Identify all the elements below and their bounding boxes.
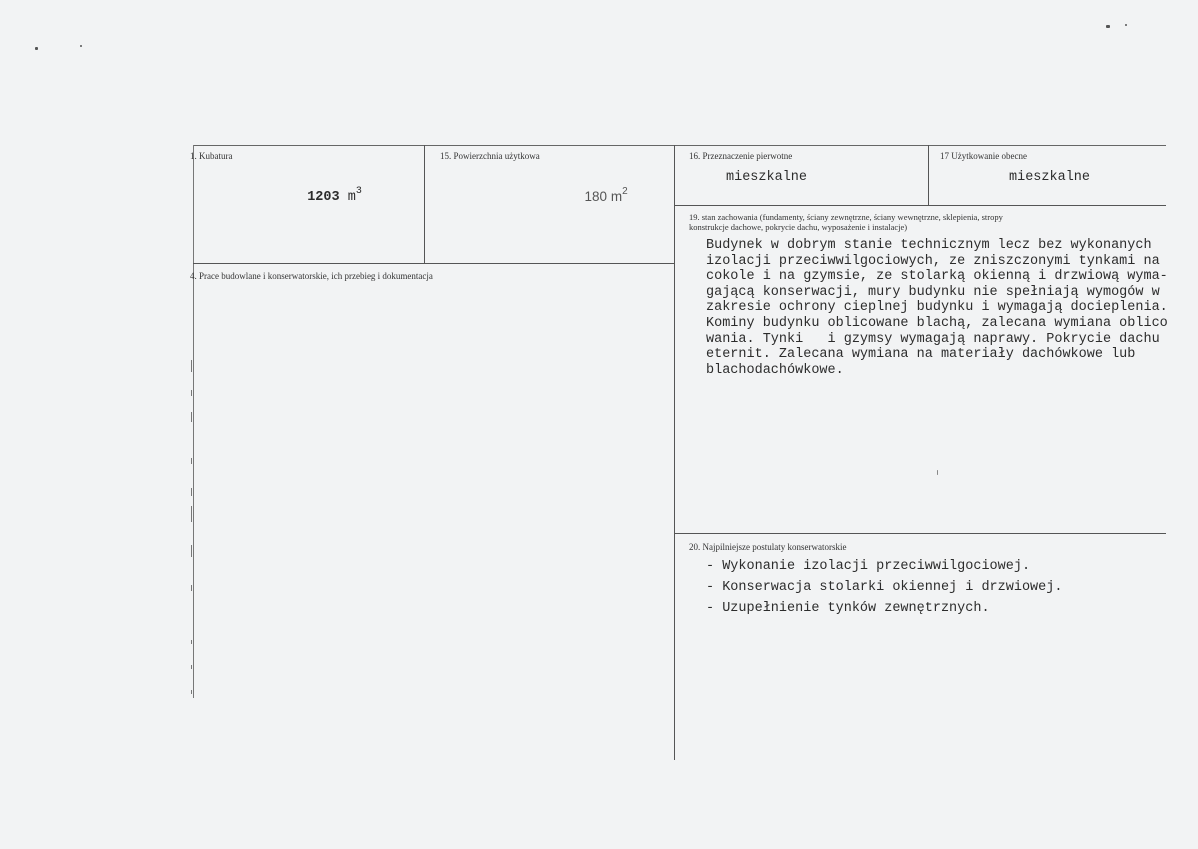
scan-speck [937, 470, 938, 475]
kubatura-unit: m [347, 189, 356, 205]
top-border [193, 145, 1166, 146]
kubatura-value [291, 168, 362, 205]
scan-speck [1106, 25, 1110, 28]
margin-mark [191, 585, 192, 591]
margin-mark [191, 390, 192, 396]
scan-speck [1125, 24, 1127, 26]
margin-mark [191, 458, 192, 464]
divider-kubatura-powierzchnia [424, 145, 425, 263]
list-item: - Konserwacja stolarki okiennej i drzwiowej. [706, 580, 1063, 595]
prace-label: 4. Prace budowlane i konserwatorskie, ich przebieg i dokumentacja [190, 271, 433, 281]
stan-line: zakresie ochrony cieplnej budynku i wymagają docieplenia. [706, 300, 1168, 316]
postulaty-label: 20. Najpilniejsze postulaty konserwatorskie [689, 542, 847, 552]
przeznaczenie-value: mieszkalne [726, 170, 808, 185]
stan-line: cokole i na gzymsie, ze stolarką okienną i drzwiową wyma- [706, 269, 1168, 285]
margin-mark [191, 412, 192, 422]
margin-mark [191, 640, 192, 644]
postulaty-list [706, 556, 1062, 619]
margin-mark [191, 545, 192, 557]
stan-label-line2: konstrukcje dachowe, pokrycie dachu, wyposażenie i instalacje) [689, 222, 908, 232]
stan-line: izolacji przeciwwilgociowych, ze zniszczonymi tynkami na [706, 253, 1160, 269]
left-border [193, 145, 194, 698]
stan-line: Budynek w dobrym stanie technicznym lecz bez wykonanych [706, 238, 1152, 253]
uzytkowanie-label: 17 Użytkowanie obecne [940, 151, 1027, 161]
powierzchnia-value [577, 168, 628, 204]
stan-line: gającą konserwacji, mury budynku nie spełniają wymogów w [706, 284, 1160, 300]
divider-row-right-top [674, 205, 1166, 206]
margin-mark [191, 506, 192, 522]
stan-line: wania. Tynki i gzymsy wymagają naprawy. Pokrycie dachu [706, 331, 1160, 347]
powierzchnia-unit: m [610, 188, 623, 204]
uzytkowanie-value: mieszkalne [1009, 170, 1091, 185]
kubatura-unit-exponent: 3 [355, 185, 362, 197]
list-item: - Uzupełnienie tynków zewnętrznych. [706, 601, 990, 616]
scan-speck [80, 45, 82, 47]
margin-mark [191, 360, 192, 372]
stan-line: blachodachówkowe. [706, 362, 844, 378]
powierzchnia-label: 15. Powierzchnia użytkowa [440, 151, 540, 161]
margin-mark [191, 488, 192, 496]
divider-przeznaczenie-uzytkowanie [928, 145, 929, 205]
margin-mark [191, 665, 192, 669]
scan-speck [35, 47, 38, 50]
przeznaczenie-label: 16. Przeznaczenie pierwotne [689, 151, 793, 161]
stan-line: Kominy budynku oblicowane blachą, zalecana wymiana oblico [706, 315, 1168, 331]
kubatura-number: 1203 [307, 189, 340, 205]
powierzchnia-number: 180 [584, 188, 608, 204]
center-divider [674, 145, 675, 760]
divider-row-right-bottom [674, 533, 1166, 534]
divider-row-left [193, 263, 674, 264]
list-item: - Wykonanie izolacji przeciwwilgociowej. [706, 559, 1031, 574]
kubatura-label: 1. Kubatura [190, 151, 233, 161]
stan-line: eternit. Zalecana wymiana na materiały dachówkowe lub [706, 347, 1136, 363]
powierzchnia-unit-exponent: 2 [622, 185, 628, 197]
margin-mark [191, 690, 192, 694]
stan-description [706, 238, 1168, 378]
stan-label-line1: 19. stan zachowania (fundamenty, ściany zewnętrzne, ściany wewnętrzne, sklepienia, stropy [689, 212, 1003, 222]
